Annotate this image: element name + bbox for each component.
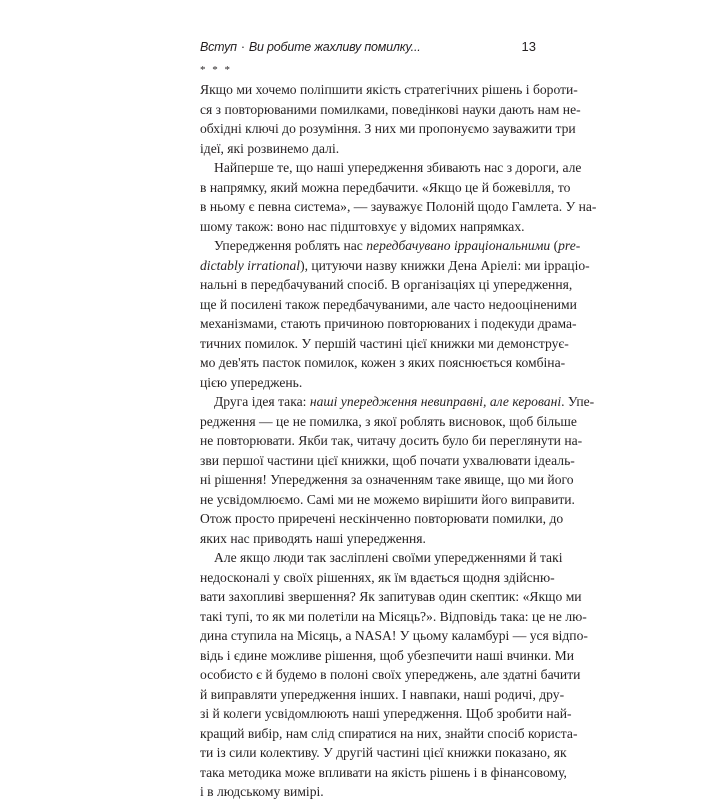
text-line: й виправляти упередження інших. І навпаки, наші родичі, дру-: [200, 686, 565, 702]
text-line: шому також: воно нас підштовхує у відомих напрямках.: [200, 218, 525, 234]
text-line: Друга ідея така: наші упередження невиправні, але керовані. Упе-: [214, 394, 595, 409]
text-line: особисто є й будемо в полоні своїх упереджень, але здатні бачити: [200, 667, 581, 682]
text-line: відь і єдине можливе рішення, щоб убезпечити наші вчинки. Ми: [200, 647, 575, 663]
text-line: Найперше те, що наші упередження збивають нас з дороги, але: [214, 160, 582, 175]
text-line: зі й колеги усвідомлюють наші упередження. Щоб зробити най-: [200, 706, 572, 721]
chapter-title: Ви робите жахливу помилку...: [248, 40, 421, 54]
section-break-asterisks: * * *: [200, 64, 232, 76]
text-line: Але якщо люди так засліплені своїми упередженнями й такі: [214, 550, 563, 565]
italic-phrase: pre-: [558, 238, 581, 253]
text-line: не повторювати. Якби так, читачу досить було би переглянути на-: [200, 433, 583, 448]
text-line: вати захопливі звершення? Як запитував один скептик: «Якщо ми: [200, 589, 582, 604]
italic-phrase: наші упередження невиправні, але керовані: [309, 394, 562, 409]
running-title: [200, 38, 421, 56]
text-line: дина ступила на Місяць, а NASA! У цьому каламбурі — уся відпо-: [200, 628, 588, 643]
text-line: ідеї, які розвинемо далі.: [200, 140, 340, 156]
text-line: ти із сили колективу. У другій частині цієї книжки показано, як: [200, 745, 567, 760]
text-line: і в людському вимірі.: [200, 784, 324, 799]
text-line: ні рішення! Упередження за означенням таке явище, що ми його: [200, 472, 574, 487]
text-line: редження — це не помилка, з якої роблять висновок, щоб більше: [200, 413, 577, 429]
text-line: цією упереджень.: [200, 374, 303, 390]
running-head: [200, 38, 536, 56]
text-line: тичних помилок. У першій частині цієї книжки ми демонструє-: [200, 335, 569, 351]
italic-phrase: передбачувано ірраціональними: [366, 238, 551, 253]
text-line: нальні в передбачуваний спосіб. В організаціях ці упередження,: [200, 277, 573, 292]
text-line: в ньому є певна система», — зауважує Полоній щодо Гамлета. У на-: [200, 199, 597, 214]
text-line: ся з повторюваними помилками, поведінкові науки дають нам не-: [200, 101, 581, 117]
text-line: такі тупі, то як ми полетіли на Місяць?». Відповідь така: це не лю-: [200, 608, 587, 624]
text-line: механізмами, стають причиною повторюваних і подекуди драма-: [200, 316, 577, 331]
text-line: яких нас приводять наші упередження.: [200, 530, 426, 546]
text-line: в напрямку, який можна передбачити. «Якщо це й божевілля, то: [200, 179, 571, 195]
header-separator: ·: [240, 40, 245, 54]
italic-phrase: dictably irrational: [200, 257, 301, 273]
text-line: Упередження роблять нас передбачувано ірраціональними (pre-: [214, 238, 581, 253]
text-line: не усвідомлюємо. Самі ми не можемо вирішити його виправити.: [200, 491, 575, 507]
text-line: Отож просто приречені нескінченно повторювати помилки, до: [200, 511, 564, 526]
text-line: dictably irrational), цитуючи назву книжки Дена Аріелі: ми ірраціо-: [200, 257, 590, 273]
text-line: ще й посилені також передбачуваними, але часто недооціненими: [200, 296, 577, 312]
section-name: Вступ: [200, 40, 237, 54]
body-text: [200, 80, 597, 802]
text-line: кращий вибір, нам слід спиратися на них, знайти спосіб користа-: [200, 725, 578, 741]
text-line: Якщо ми хочемо поліпшити якість стратегічних рішень і бороти-: [200, 82, 578, 97]
text-line: така методика може впливати на якість рішень і в фінансовому,: [200, 764, 567, 780]
text-line: недосконалі у своїх рішеннях, як їм вдається щодня здійсню-: [200, 569, 555, 585]
page-number: 13: [521, 39, 536, 54]
text-line: обхідні ключі до розуміння. З них ми пропонуємо зауважити три: [200, 121, 576, 136]
text-line: мо дев'ять пасток помилок, кожен з яких пояснюється комбіна-: [200, 355, 566, 370]
text-line: зви першої частини цієї книжки, щоб почати ухвалювати ідеаль-: [200, 452, 575, 468]
